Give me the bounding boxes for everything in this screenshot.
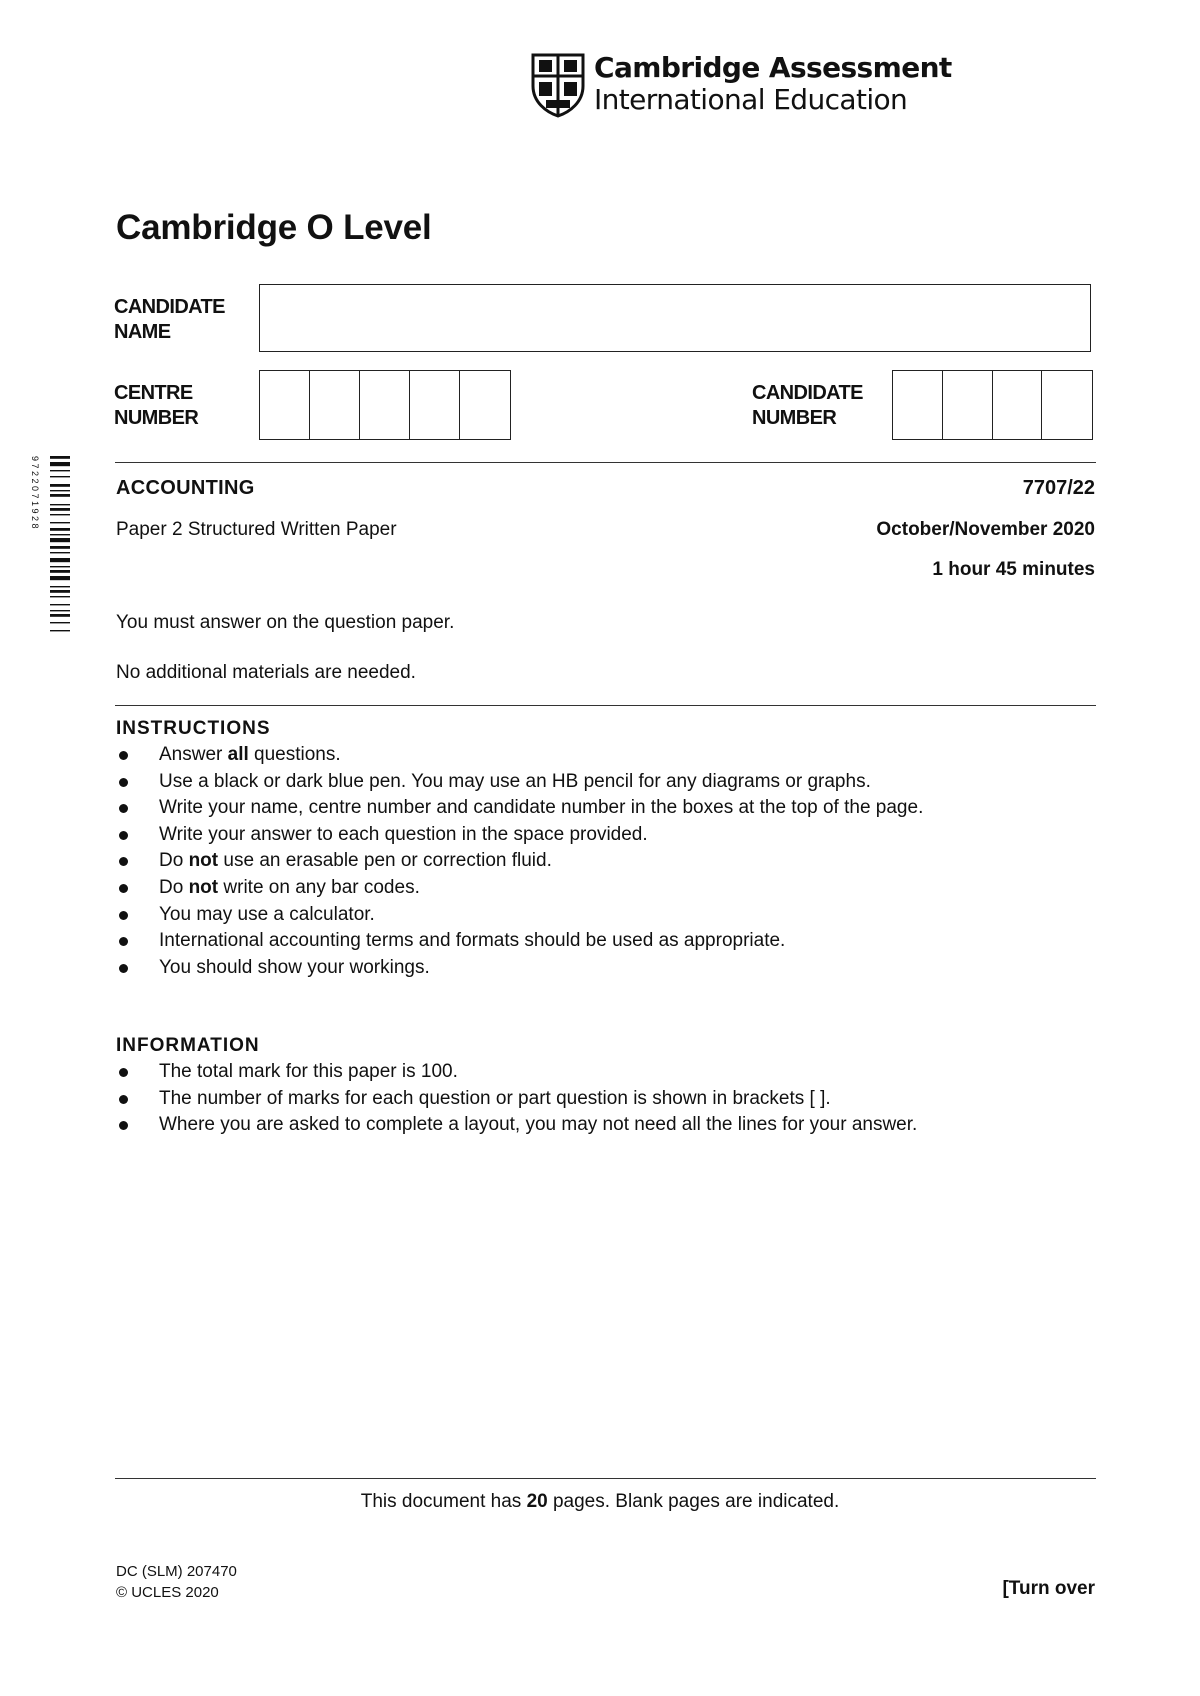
candidate-number-digit-box[interactable] [943, 371, 993, 439]
instruction-item: You may use a calculator. [116, 902, 1106, 929]
instruction-item: Use a black or dark blue pen. You may use an HB pencil for any diagrams or graphs. [116, 769, 1106, 796]
instruction-item: Do not use an erasable pen or correction fluid. [116, 848, 1106, 875]
candidate-number-field[interactable] [892, 370, 1093, 440]
candidate-number-digit-box[interactable] [1042, 371, 1092, 439]
candidate-name-label: CANDIDATE NAME [114, 296, 225, 343]
bullet-icon [119, 804, 128, 813]
centre-number-digit-box[interactable] [360, 371, 410, 439]
bullet-icon [119, 1095, 128, 1104]
exam-session: October/November 2020 [876, 519, 1095, 540]
centre-number-label: CENTRE NUMBER [114, 382, 199, 429]
bullet-icon [119, 911, 128, 920]
paper-name: Paper 2 Structured Written Paper [116, 519, 397, 540]
candidate-name-field[interactable] [259, 284, 1091, 352]
centre-number-digit-box[interactable] [260, 371, 310, 439]
instruction-item: Write your name, centre number and candidate number in the boxes at the top of the page. [116, 795, 1106, 822]
materials-note: No additional materials are needed. [116, 662, 416, 683]
barcode [42, 456, 70, 686]
instruction-item: International accounting terms and formats should be used as appropriate. [116, 928, 1106, 955]
answer-note: You must answer on the question paper. [116, 612, 455, 633]
shield-crest-icon [530, 52, 586, 118]
instruction-item: Do not write on any bar codes. [116, 875, 1106, 902]
centre-number-digit-box[interactable] [460, 371, 510, 439]
information-heading: INFORMATION [116, 1035, 260, 1056]
information-item: The number of marks for each question or part question is shown in brackets [ ]. [116, 1086, 1106, 1113]
instructions-heading: INSTRUCTIONS [116, 718, 271, 739]
exam-duration: 1 hour 45 minutes [932, 559, 1095, 580]
bullet-icon [119, 831, 128, 840]
information-item: The total mark for this paper is 100. [116, 1059, 1106, 1086]
bullet-icon [119, 751, 128, 760]
barcode-digits: 9 7 2 2 0 7 1 9 2 8 [30, 456, 40, 529]
divider [115, 1478, 1096, 1479]
instructions-list [116, 742, 1106, 981]
bullet-icon [119, 1121, 128, 1130]
reference-code: DC (SLM) 207470 [116, 1563, 237, 1580]
bullet-icon [119, 884, 128, 893]
instruction-item: Write your answer to each question in the space provided. [116, 822, 1106, 849]
centre-number-digit-box[interactable] [410, 371, 460, 439]
bullet-icon [119, 937, 128, 946]
page-count-note: This document has 20 pages. Blank pages are indicated. [360, 1491, 840, 1512]
divider [115, 705, 1096, 706]
document-reference [116, 1561, 237, 1603]
qualification-title: Cambridge O Level [116, 208, 432, 247]
candidate-number-label: CANDIDATE NUMBER [752, 382, 863, 429]
information-item: Where you are asked to complete a layout, you may not need all the lines for your answer. [116, 1112, 1106, 1139]
paper-code: 7707/22 [1022, 477, 1095, 499]
bullet-icon [119, 857, 128, 866]
turn-over: [Turn over [1002, 1578, 1095, 1599]
bullet-icon [119, 778, 128, 787]
logo-line-2: International Education [594, 83, 908, 116]
information-list [116, 1059, 1106, 1139]
divider [115, 462, 1096, 463]
centre-number-field[interactable] [259, 370, 511, 440]
centre-number-digit-box[interactable] [310, 371, 360, 439]
logo-line-1: Cambridge Assessment [594, 51, 952, 84]
bullet-icon [119, 1068, 128, 1077]
instruction-item: You should show your workings. [116, 955, 1106, 982]
bullet-icon [119, 964, 128, 973]
instruction-item: Answer all questions. [116, 742, 1106, 769]
copyright: © UCLES 2020 [116, 1584, 219, 1601]
candidate-number-digit-box[interactable] [893, 371, 943, 439]
candidate-number-digit-box[interactable] [993, 371, 1043, 439]
subject-title: ACCOUNTING [116, 477, 255, 499]
cambridge-logo [530, 51, 952, 118]
